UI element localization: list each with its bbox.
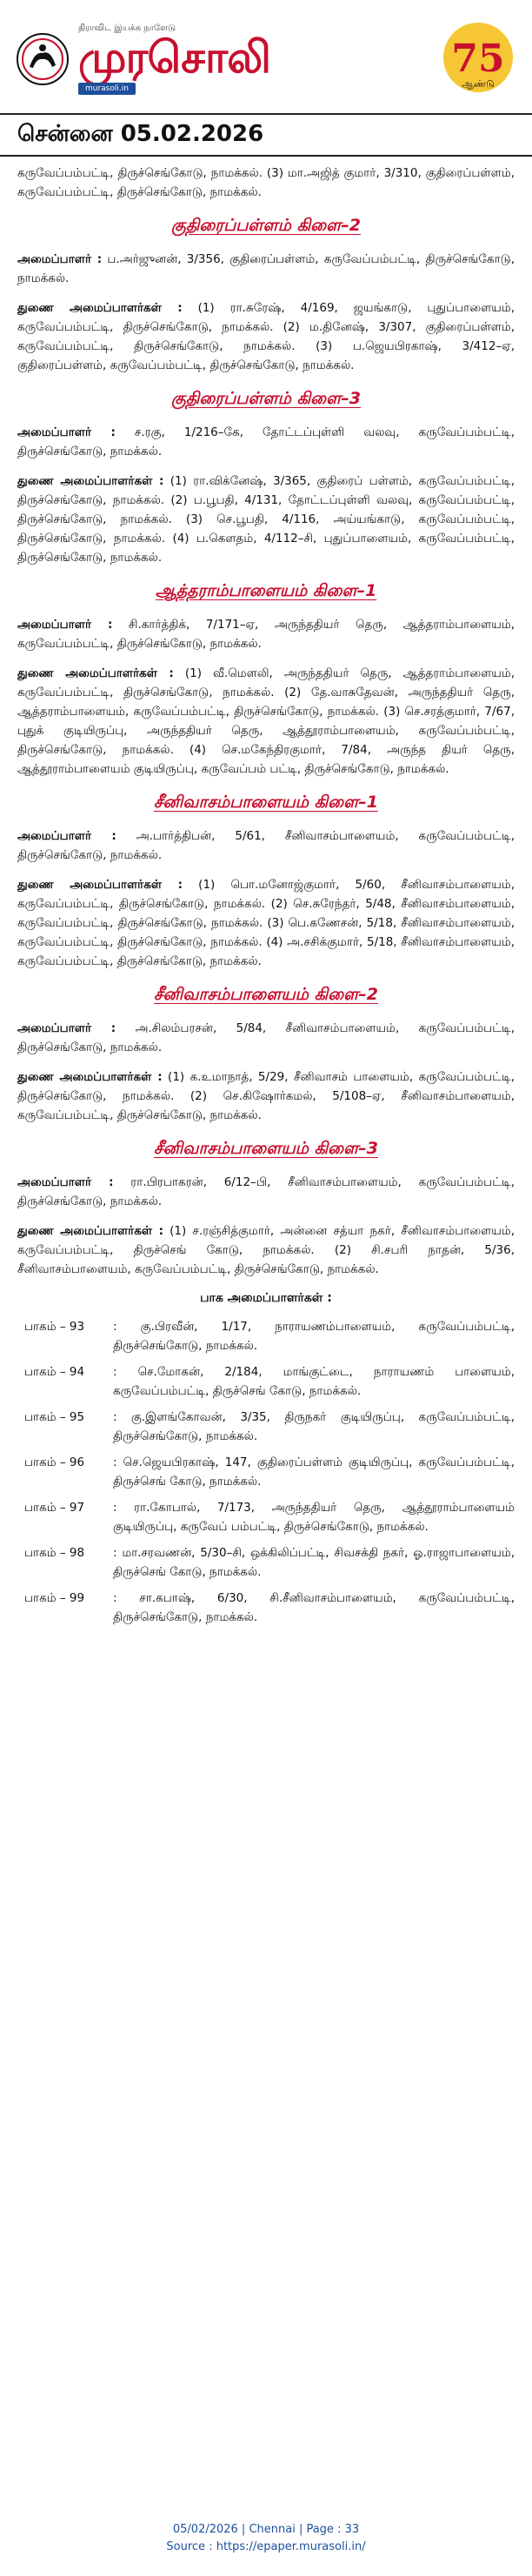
organizer-text: ப.அர்ஜுனன், 3/356, குதிரைப்பள்ளம், கருவேப்பம்பட்டி, திருச்செங்கோடு, நாமக்கல். (17, 252, 515, 285)
deputy-label: துணை அமைப்பாளர்கள் : (17, 301, 183, 315)
deputy-paragraph (17, 664, 515, 779)
deputy-paragraph (17, 1067, 515, 1125)
part-text: : கு.பிரவீன், 1/17, நாராயணம்பாளையம், கருவேப்பம்பட்டி, திருச்செங்கோடு, நாமக்கல். (113, 1320, 515, 1353)
web-strip: murasoli.in (78, 83, 136, 95)
part-number: பாகம் – 95 (24, 1410, 85, 1424)
anniversary-75-badge (438, 10, 516, 108)
part-text: : கு.இளங்கோவன், 3/35, திருநகர் குடியிருப்பு, கருவேப்பம்பட்டி, திருச்செங்கோடு, நாமக்கல். (113, 1410, 515, 1443)
part-number: பாகம் – 93 (24, 1320, 85, 1334)
paper-logo: முரசொலி (78, 31, 270, 83)
part-row (17, 1408, 515, 1446)
deputy-text: (1) ரா.விக்னேஷ், 3/365, குதிரைப் பள்ளம், கருவேப்பம்பட்டி, திருச்செங்கோடு, நாமக்கல். (2) ப.பூபதி, 4/131, தோட்டப்புள்ளி வலவு, கருவேப்பம்பட்டி, திருச்செங்கோடு, நாமக்கல். (3) செ.பூபதி, 4/116, அய்யங்காடு, கருவேப்பம்பட்டி, திருச்செங்கோடு, நாமக்கல். (4) ப.கௌதம், 4/112–சி, புதுப்பாளையம், கருவேப்பம்பட்டி, திருச்செங்கோடு, நாமக்கல். (17, 474, 515, 565)
organizer-text: சி.கார்த்திக், 7/171–ஏ, அருந்ததியர் தெரு, ஆத்தராம்பாளையம், கருவேப்பம்பட்டி, திருச்செங்கோடு, நாமக்கல். (17, 618, 515, 651)
deputy-paragraph (17, 875, 515, 971)
organizer-paragraph (17, 250, 515, 288)
branch-title: குதிரைப்பள்ளம் கிளை–2 (170, 216, 362, 235)
deputy-paragraph (17, 1221, 515, 1279)
organizer-label: அமைப்பாளர் : (17, 1175, 114, 1189)
part-text: : சா.கபாஷ், 6/30, சி.சீனிவாசம்பாளையம், கருவேப்பம்பட்டி, திருச்செங்கோடு, நாமக்கல். (113, 1591, 515, 1624)
organizer-label: அமைப்பாளர் : (17, 425, 116, 439)
tagline: திராவிட இயக்க நாளேடு (78, 23, 176, 33)
branch-title: ஆத்தராம்பாளையம் கிளை–1 (155, 581, 377, 600)
deputy-text: (1) ச.ரஞ்சித்குமார், அன்னை சத்யா நகர், சீனிவாசம்பாளையம், கருவேப்பம்பட்டி, திருச்செங் கோடு, நாமக்கல். (2) சி.சபரி நாதன், 5/36, சீனிவாசம்பாளையம், கருவேப்பம்பட்டி, திருச்செங்கோடு, நாமக்கல். (17, 1224, 515, 1276)
part-number: பாகம் – 97 (24, 1501, 85, 1515)
deputy-label: துணை அமைப்பாளர்கள் : (17, 878, 183, 892)
branch-title: சீனிவாசம்பாளையம் கிளை–1 (154, 793, 378, 812)
branch-section (17, 581, 515, 779)
anniversary-caption: ஆண்டு (462, 78, 495, 90)
deputy-label: துணை அமைப்பாளர்கள் : (17, 666, 174, 680)
brand-text (78, 23, 270, 95)
part-row (17, 1317, 515, 1355)
branch-title: குதிரைப்பள்ளம் கிளை–3 (170, 389, 362, 408)
organizer-label: அமைப்பாளர் : (17, 1021, 116, 1035)
part-number: பாகம் – 96 (24, 1455, 85, 1469)
branch-section (17, 216, 515, 375)
branch-title: சீனிவாசம்பாளையம் கிளை–2 (154, 985, 378, 1004)
part-text: : ரா.கோபால், 7/173, அருந்ததியர் தெரு, ஆத்தூராம்பாளையம் குடியிருப்பு, கருவேப் பம்பட்டி, திருச்செங்கோடு, நாமக்கல். (113, 1501, 515, 1534)
organizer-paragraph (17, 1173, 515, 1211)
organizer-paragraph (17, 826, 515, 865)
footer-date-line: 05/02/2026 | Chennai | Page : 33 (172, 2523, 360, 2536)
deputy-text: (1) பொ.மனோஜ்குமார், 5/60, சீனிவாசம்பாளையம், கருவேப்பம்பட்டி, திருச்செங்கோடு, நாமக்கல். (2) செ.சுரேந்தர், 5/48, சீனிவாசம்பாளையம், கருவேப்பம்பட்டி, திருச்செங்கோடு, நாமக்கல். (3) பெ.கணேசன், 5/18, சீனிவாசம்பாளையம், கருவேப்பம்பட்டி, திருச்செங்கோடு, நாமக்கல். (4) அ.சசிக்குமார், 5/18, சீனிவாசம்பாளையம், கருவேப்பம்பட்டி, திருச்செங்கோடு, நாமக்கல். (17, 878, 515, 968)
article-body (0, 157, 532, 1627)
deputy-text: (1) ரா.சுரேஷ், 4/169, ஜயங்காடு, புதுப்பாளையம், கருவேப்பம்பட்டி, திருச்செங்கோடு, நாமக்கல். (2) ம.தினேஷ், 3/307, குதிரைப்பள்ளம், கருவேப்பம்பட்டி, திருச்செங்கோடு, நாமக்கல். (3) ப.ஜெயபிரகாஷ், 3/412–ஏ, குதிரைப்பள்ளம், கருவேப்பம்பட்டி, திருச்செங்கோடு, நாமக்கல். (17, 301, 515, 372)
deputy-text: (1) வீ.மௌலி, அருந்ததியர் தெரு, ஆத்தராம்பாளையம், கருவேப்பம்பட்டி, திருச்செங்கோடு, நாமக்கல். (2) தே.வாசுதேவன், அருந்ததியர் தெரு, ஆத்தராம்பாளையம், கருவேப்பம்பட்டி, திருச்செங்கோடு, நாமக்கல். (3) செ.சரத்குமார், 7/67, புதுக் குடியிருப்பு, அருந்ததியர் தெரு, ஆத்தூராம்பாளையம், கருவேப்பம்பட்டி, திருச்செங்கோடு, நாமக்கல். (4) செ.மகேந்திரகுமார், 7/84, அருந்த தியர் தெரு, ஆத்தூராம்பாளையம் குடியிருப்பு, கருவேப்பம் பட்டி, திருச்செங்கோடு, நாமக்கல். (17, 666, 515, 776)
organizer-label: அமைப்பாளர் : (17, 829, 116, 843)
part-row (17, 1498, 515, 1536)
deputy-label: துணை அமைப்பாளர்கள் : (17, 1224, 163, 1238)
deputy-paragraph (17, 298, 515, 375)
organizer-paragraph (17, 615, 515, 653)
anniversary-number: 75 (451, 37, 505, 81)
organizer-text: ரா.பிரபாகரன், 6/12–பி, சீனிவாசம்பாளையம், கருவேப்பம்பட்டி, திருச்செங்கோடு, நாமக்கல். (17, 1175, 515, 1208)
branch-section (17, 985, 515, 1125)
organizer-paragraph (17, 423, 515, 461)
branch-section (17, 1139, 515, 1279)
organizer-label: அமைப்பாளர் : (17, 618, 113, 632)
organizer-text: அ.பார்த்திபன், 5/61, சீனிவாசம்பாளையம், கருவேப்பம்பட்டி, திருச்செங்கோடு, நாமக்கல். (17, 829, 515, 862)
part-text: : மா.சரவணன், 5/30–சி, ஒக்கிலிப்பட்டி, சிவசக்தி நகர், ஓ.ராஜாபாளையம், திருச்செங் கோடு, நாமக்கல். (113, 1546, 515, 1579)
part-text: : செ.ஜெயபிரகாஷ், 147, குதிரைப்பள்ளம் குடியிருப்பு, கருவேப்பம்பட்டி, திருச்செங் கோடு, நாமக்கல். (113, 1455, 515, 1489)
parts-heading: பாக அமைப்பாளர்கள் : (200, 1291, 332, 1305)
part-row (17, 1362, 515, 1401)
organizer-label: அமைப்பாளர் : (17, 252, 103, 266)
footer-source-link[interactable]: Source : https://epaper.murasoli.in/ (166, 2540, 366, 2553)
deputy-label: துணை அமைப்பாளர்கள் : (17, 474, 164, 488)
part-row (17, 1543, 515, 1582)
organizer-paragraph (17, 1019, 515, 1057)
deputy-paragraph (17, 472, 515, 567)
page-footer (0, 2521, 532, 2556)
part-number: பாகம் – 94 (24, 1365, 85, 1379)
branch-section (17, 793, 515, 971)
intro-paragraph: கருவேப்பம்பட்டி, திருச்செங்கோடு, நாமக்கல். (3) மா.அஜித் குமார், 3/310, குதிரைப்பள்ளம், கருவேப்பம்பட்டி, திருச்செங்கோடு, நாமக்கல். (17, 166, 515, 199)
deputy-text: (1) க.உமாநாத், 5/29, சீனிவாசம் பாளையம், கருவேப்பம்பட்டி, திருச்செங்கோடு, நாமக்கல். (2) செ.கிஷோர்கமல், 5/108–ஏ, சீனிவாசம்பாளையம், கருவேப்பம்பட்டி, திருச்செங்கோடு, நாமக்கல். (17, 1070, 515, 1122)
organizer-text: ச.ரகு, 1/216–கே, தோட்டப்புள்ளி வலவு, கருவேப்பம்பட்டி, திருச்செங்கோடு, நாமக்கல். (17, 425, 515, 458)
branch-section (17, 389, 515, 567)
part-row (17, 1453, 515, 1491)
organizer-text: அ.சிலம்பரசன், 5/84, சீனிவாசம்பாளையம், கருவேப்பம்பட்டி, திருச்செங்கோடு, நாமக்கல். (17, 1021, 515, 1054)
masthead (0, 0, 532, 115)
part-row (17, 1589, 515, 1627)
part-number: பாகம் – 99 (24, 1591, 85, 1605)
brand-block (16, 23, 270, 95)
deputy-label: துணை அமைப்பாளர்கள் : (17, 1070, 163, 1084)
party-emblem-icon (16, 32, 70, 86)
branch-title: சீனிவாசம்பாளையம் கிளை–3 (154, 1139, 378, 1158)
part-number: பாகம் – 98 (24, 1546, 85, 1560)
dateline: சென்னை 05.02.2026 (0, 115, 532, 157)
part-text: : செ.மோகன், 2/184, மாங்குட்டை, நாராயணம் பாளையம், கருவேப்பம்பட்டி, திருச்செங் கோடு, நாமக்கல். (113, 1365, 515, 1398)
